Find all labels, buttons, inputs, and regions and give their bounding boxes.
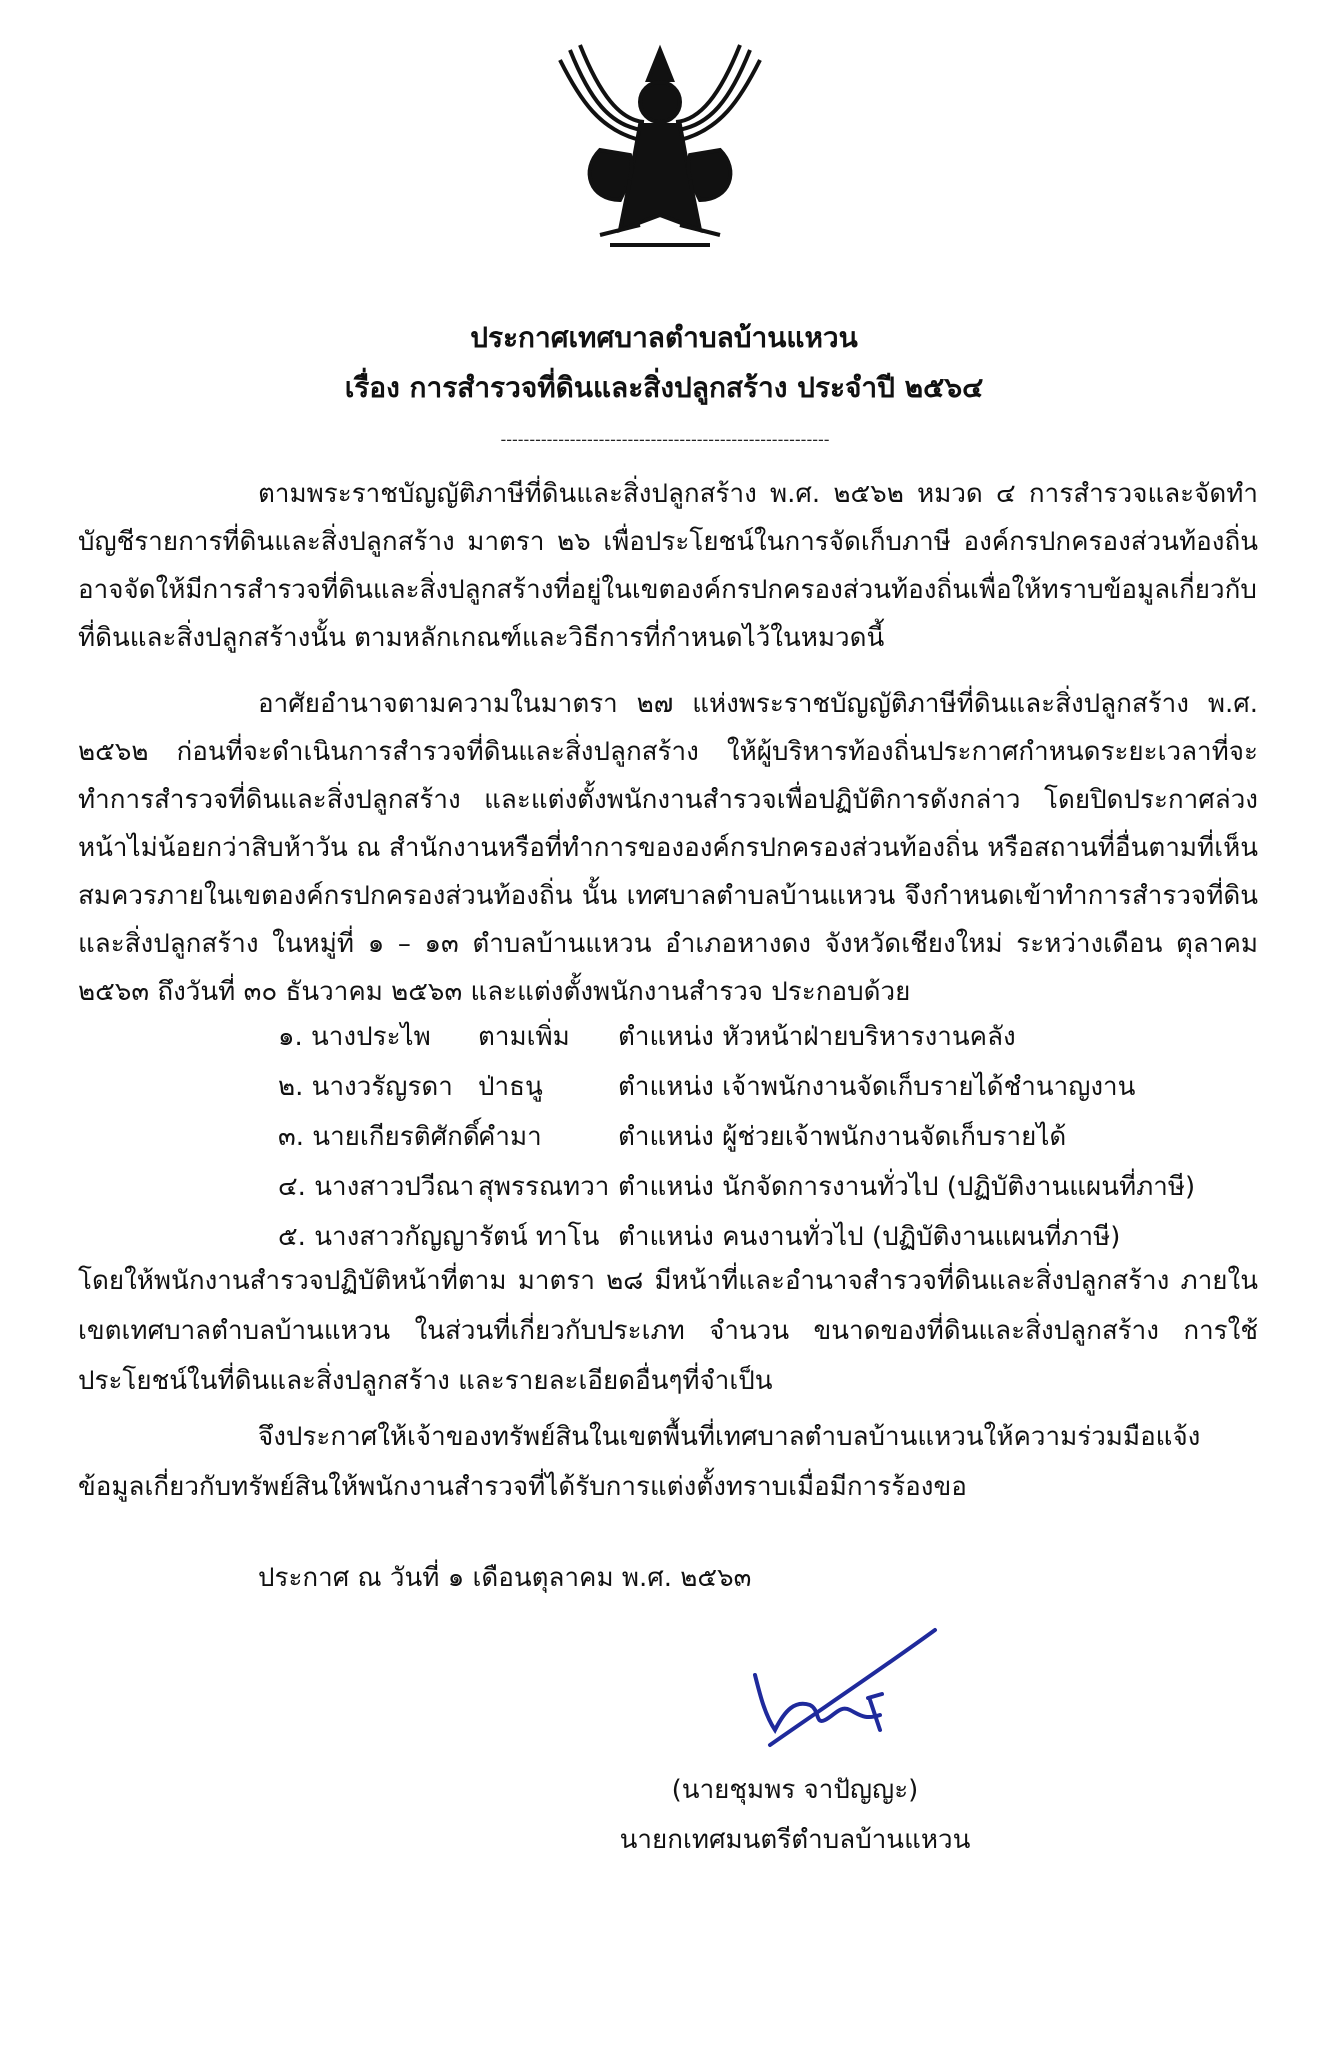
staff-row	[278, 1212, 1258, 1262]
staff-list	[278, 1012, 1258, 1262]
staff-position: ตำแหน่ง หัวหน้าฝ่ายบริหารงานคลัง	[618, 1022, 1016, 1052]
staff-position: ตำแหน่ง ผู้ช่วยเจ้าพนักงานจัดเก็บรายได้	[618, 1122, 1067, 1152]
staff-position: ตำแหน่ง เจ้าพนักงานจัดเก็บรายได้ชำนาญงาน	[618, 1072, 1136, 1102]
staff-name: ๑. นางประไพ	[278, 1022, 431, 1052]
staff-position: ตำแหน่ง คนงานทั่วไป (ปฏิบัติงานแผนที่ภาษี)	[618, 1222, 1121, 1252]
staff-row	[278, 1012, 1258, 1062]
announcement-subject: เรื่อง การสำรวจที่ดินและสิ่งปลูกสร้าง ประจำปี ๒๕๖๔	[344, 371, 984, 404]
staff-name: ๒. นางวรัญรดา	[278, 1072, 453, 1102]
signature-icon	[730, 1620, 960, 1760]
paragraph-1-text: ตามพระราชบัญญัติภาษีที่ดินและสิ่งปลูกสร้าง พ.ศ. ๒๕๖๒ หมวด ๔ การสำรวจและจัดทำบัญชีรายการที่ดินและสิ่งปลูกสร้าง มาตรา ๒๖ เพื่อประโยชน์ในการจัดเก็บภาษี องค์กรปกครองส่วนท้องถิ่น อาจจัดให้มีการสำรวจที่ดินและสิ่งปลูกสร้างที่อยู่ในเขตองค์กรปกครองส่วนท้องถิ่นเพื่อให้ทราบข้อมูลเกี่ยวกับที่ดินและสิ่งปลูกสร้างนั้น ตามหลักเกณฑ์และวิธีการที่กำหนดไว้ในหมวดนี้	[78, 479, 1258, 653]
paragraph-authority	[78, 680, 1258, 1016]
paragraph-legal-basis	[78, 470, 1258, 662]
signer-name: (นายชุมพร จาปัญญะ)	[671, 1775, 919, 1805]
paragraph-3-text: โดยให้พนักงานสำรวจปฏิบัติหน้าที่ตาม มาตรา ๒๘ มีหน้าที่และอำนาจสำรวจที่ดินและสิ่งปลูกสร้าง ภายในเขตเทศบาลตำบลบ้านแหวน ในส่วนที่เกี่ยวกับประเภท จำนวน ขนาดของที่ดินและสิ่งปลูกสร้าง การใช้ประโยชน์ในที่ดินและสิ่งปลูกสร้าง และรายละเอียดอื่นๆที่จำเป็น	[78, 1266, 1258, 1396]
staff-surname: ป่าธนู	[478, 1072, 543, 1102]
staff-row	[278, 1112, 1258, 1162]
announcement-title: ประกาศเทศบาลตำบลบ้านแหวน	[470, 321, 858, 354]
staff-name: ๔. นางสาวปวีณา	[278, 1172, 475, 1202]
staff-name: ๓. นายเกียรติศักดิ์	[278, 1122, 480, 1152]
signer-title: นายกเทศมนตรีตำบลบ้านแหวน	[619, 1825, 971, 1855]
announcement-date: ประกาศ ณ วันที่ ๑ เดือนตุลาคม พ.ศ. ๒๕๖๓	[258, 1563, 752, 1593]
staff-row	[278, 1062, 1258, 1112]
staff-name: ๕. นางสาวกัญญารัตน์ ทาโน	[278, 1222, 600, 1252]
staff-position: ตำแหน่ง นักจัดการงานทั่วไป (ปฏิบัติงานแผนที่ภาษี)	[618, 1172, 1196, 1202]
staff-surname: คำมา	[478, 1122, 542, 1152]
staff-row	[278, 1162, 1258, 1212]
paragraph-4-text: จึงประกาศให้เจ้าของทรัพย์สินในเขตพื้นที่เทศบาลตำบลบ้านแหวนให้ความร่วมมือแจ้งข้อมูลเกี่ยวกับทรัพย์สินให้พนักงานสำรวจที่ได้รับการแต่งตั้งทราบเมื่อมีการร้องขอ	[78, 1422, 1201, 1502]
paragraph-request	[78, 1412, 1258, 1512]
paragraph-duties	[78, 1256, 1258, 1406]
staff-surname: สุพรรณทวา	[478, 1172, 610, 1202]
paragraph-2-text: อาศัยอำนาจตามความในมาตรา ๒๗ แห่งพระราชบัญญัติภาษีที่ดินและสิ่งปลูกสร้าง พ.ศ. ๒๕๖๒ ก่อนที่จะดำเนินการสำรวจที่ดินและสิ่งปลูกสร้าง ให้ผู้บริหารท้องถิ่นประกาศกำหนดระยะเวลาที่จะทำการสำรวจที่ดินและสิ่งปลูกสร้าง และแต่งตั้งพนักงานสำรวจเพื่อปฏิบัติการดังกล่าว โดยปิดประกาศล่วงหน้าไม่น้อยกว่าสิบห้าวัน ณ สำนักงานหรือที่ทำการขององค์กรปกครองส่วนท้องถิ่น หรือสถานที่อื่นตามที่เห็นสมควรภายในเขตองค์กรปกครองส่วนท้องถิ่น นั้น เทศบาลตำบลบ้านแหวน จึงกำหนดเข้าทำการสำรวจที่ดินและสิ่งปลูกสร้าง ในหมู่ที่ ๑ – ๑๓ ตำบลบ้านแหวน อำเภอหางดง จังหวัดเชียงใหม่ ระหว่างเดือน ตุลาคม ๒๕๖๓ ถึงวันที่ ๓๐ ธันวาคม ๒๕๖๓ และแต่งตั้งพนักงานสำรวจ ประกอบด้วย	[78, 689, 1258, 1007]
staff-surname: ตามเพิ่ม	[478, 1022, 570, 1052]
garuda-emblem-icon	[540, 30, 780, 270]
separator-line: ---------------------------------------------------------	[500, 430, 830, 449]
